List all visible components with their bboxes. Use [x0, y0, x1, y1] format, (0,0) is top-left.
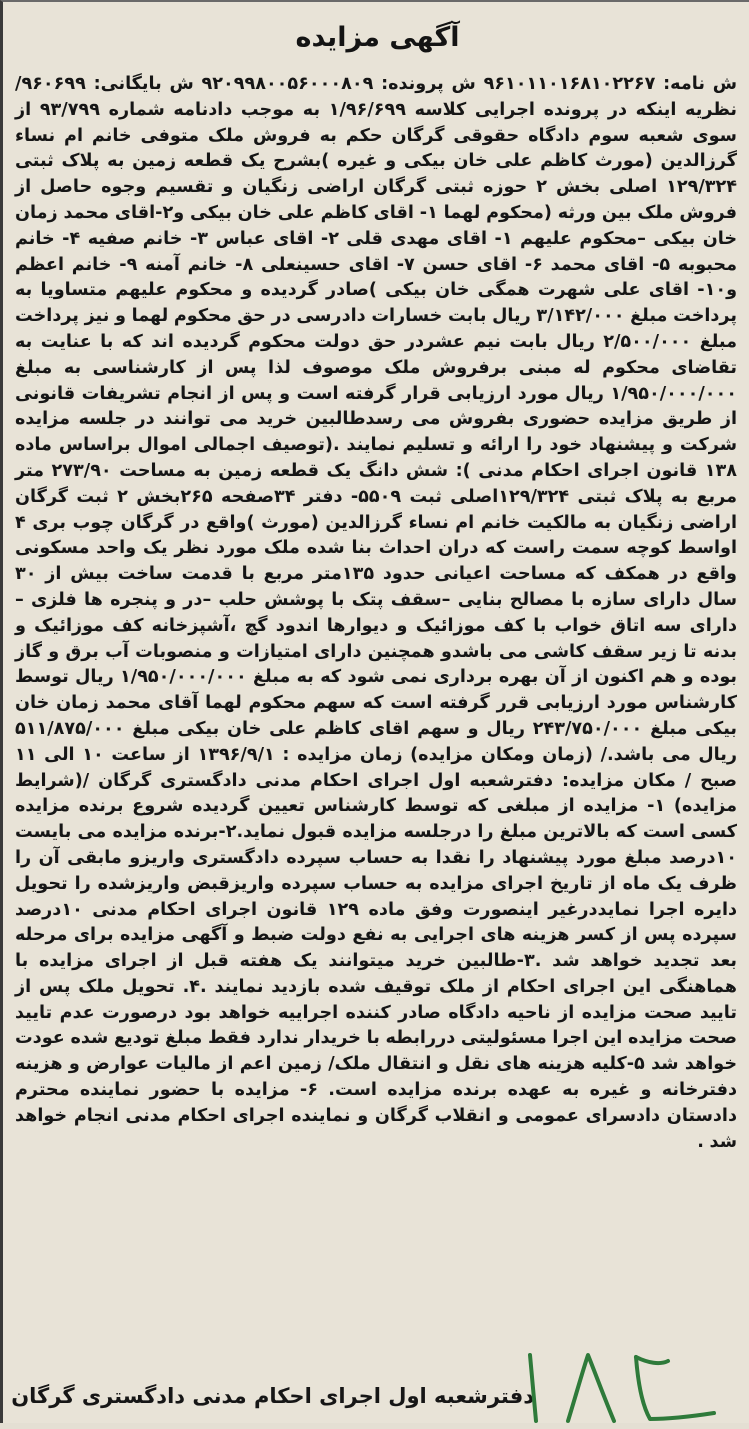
handwritten-number-mark	[518, 1347, 718, 1425]
issuer-signature: دفترشعبه اول اجرای احکام مدنی دادگستری گرگان	[11, 1384, 534, 1408]
handwritten-number-drawing	[518, 1347, 718, 1425]
notice-title: آگهی مزایده	[295, 22, 460, 53]
notice-body: ش نامه: ۹۶۱۰۱۱۰۱۶۸۱۰۲۲۶۷ ش پرونده: ۹۲۰۹۹۸۰۰۵۶۰۰۰۸۰۹ ش بایگانی: ۹۶۰۶۹۹/ نظریه اینکه در پرونده اجرایی کلاسه ۱/۹۶/۶۹۹ به موجب دادنامه شماره ۹۳/۷۹۹ از سوی شعبه سوم دادگاه حقوقی گرگان حکم به فروش ملک متوفی خانم ام نساء گرزالدین (مورث کاظم علی خان بیکی و غیره )بشرح یک قطعه زمین به پلاک ثبتی ۱۲۹/۳۲۴ اصلی بخش ۲ حوزه ثبتی گرگان اراضی زنگیان و تقسیم وجوه حاصل از فروش ملک بین ورثه (محکوم لهما ۱- اقای کاظم علی خان بیکی و۲-اقای محمد زمان خان بیکی –محکوم علیهم ۱- اقای مهدی قلی ۲- اقای عباس ۳- خانم صفیه ۴- خانم محبوبه ۵- اقای محمد ۶- اقای حسن ۷- اقای حسینعلی ۸- خانم آمنه ۹- خانم اعظم و۱۰- اقای علی شهرت همگی خان بیکی )صادر گردیده و محکوم علیهم متساویا به پرداخت مبلغ ۳/۱۴۲/۰۰۰ ریال بابت خسارات دادرسی در حق محکوم لهما و نیز پرداخت مبلغ ۲/۵۰۰/۰۰۰ ریال بابت نیم عشردر حق دولت محکوم گردیده اند که با عنایت به تقاضای محکوم له مبنی برفروش ملک موصوف لذا پس از کارشناسی به مبلغ ۱/۹۵۰/۰۰۰/۰۰۰ ریال مورد ارزیابی قرار گرفته است و پس از انجام تشریفات قانونی از طریق مزایده حضوری بفروش می رسدطالبین خرید می توانند در جلسه مزایده شرکت و پیشنهاد خود را ارائه و تسلیم نمایند .(توصیف اجمالی اموال براساس ماده ۱۳۸ قانون اجرای احکام مدنی ): شش دانگ یک قطعه زمین به مساحت ۲۷۳/۹۰ متر مربع به پلاک ثبتی ۱۲۹/۳۲۴اصلی ثبت ۵۵۰۹- دفتر ۳۴صفحه ۲۶۵بخش ۲ ثبت گرگان اراضی زنگیان به مالکیت خانم ام نساء گرزالدین (مورث )واقع در گرگان چوب بری ۴ اواسط کوچه سمت راست که دران احداث بنا شده ملک مورد نظر یک واحد مسکونی واقع در همکف که مساحت اعیانی حدود ۱۳۵متر مربع با قدمت ساخت بیش از ۳۰ سال دارای سازه با مصالح بنایی –سقف پتک با پوشش حلب –در و پنجره ها فلزی –دارای سه اتاق خواب با کف موزائیک و دیوارها اندود گچ ،آشپزخانه کف موزائیک و بدنه تا زیر سقف کاشی می باشدو همچنین دارای امتیازات و منصوبات آب برق و گاز بوده و هم اکنون از آن بهره برداری نمی شود که به مبلغ ۱/۹۵۰/۰۰۰/۰۰۰ ریال توسط کارشناس مورد ارزیابی قرر گرفته است که سهم محکوم لهما آقای محمد زمان خان بیکی مبلغ ۲۴۳/۷۵۰/۰۰۰ ریال و سهم اقای کاظم علی خان بیکی مبلغ ۵۱۱/۸۷۵/۰۰۰ ریال می باشد./ (زمان ومکان مزایده) زمان مزایده : ۱۳۹۶/۹/۱ از ساعت ۱۰ الی ۱۱ صبح / مکان مزایده: دفترشعبه اول اجرای احکام مدنی دادگستری گرگان /(شرایط مزایده) ۱- مزایده از مبلغی که توسط کارشناس تعیین گردیده شروع برنده مزایده کسی است که بالاترین مبلغ را درجلسه مزایده قبول نماید.۲-برنده مزایده می بایست ۱۰درصد مبلغ مورد پیشنهاد را نقدا به حساب سپرده دادگستری واریزو مابقی آن را ظرف یک ماه از تاریخ اجرای مزایده به حساب سپرده واریزقبض واریزشده را تحویل دایره اجرا نمایددرغیر اینصورت وفق ماده ۱۲۹ قانون اجرای احکام مدنی ۱۰درصد سپرده پس از کسر هزینه های اجرایی به نفع دولت ضبط و آگهی مزایده برای مرحله بعد تجدید خواهد شد .۳-طالبین خرید میتوانند یک هفته قبل از اجرای مزایده با هماهنگی این اجرای احکام از ملک توقیف شده بازدید نمایند .۴. تحویل ملک پس از تایید صحت مزایده از ناحیه دادگاه صادر کننده اجراییه خواهد بود درصورت عدم تایید صحت مزایده این اجرا مسئولیتی دررابطه با خریدار ندارد فقط مبلغ تودیع شده عودت خواهد شد ۵-کلیه هزینه های نقل و انتقال ملک/ زمین اعم از مالیات عوارض و هزینه دفترخانه و غیره به عهده برنده مزایده است. ۶- مزایده با حضور نماینده محترم دادستان دادسرای عمومی و انقلاب گرگان و نماینده اجرای احکام مدنی انجام خواهد شد .	[15, 74, 738, 1152]
